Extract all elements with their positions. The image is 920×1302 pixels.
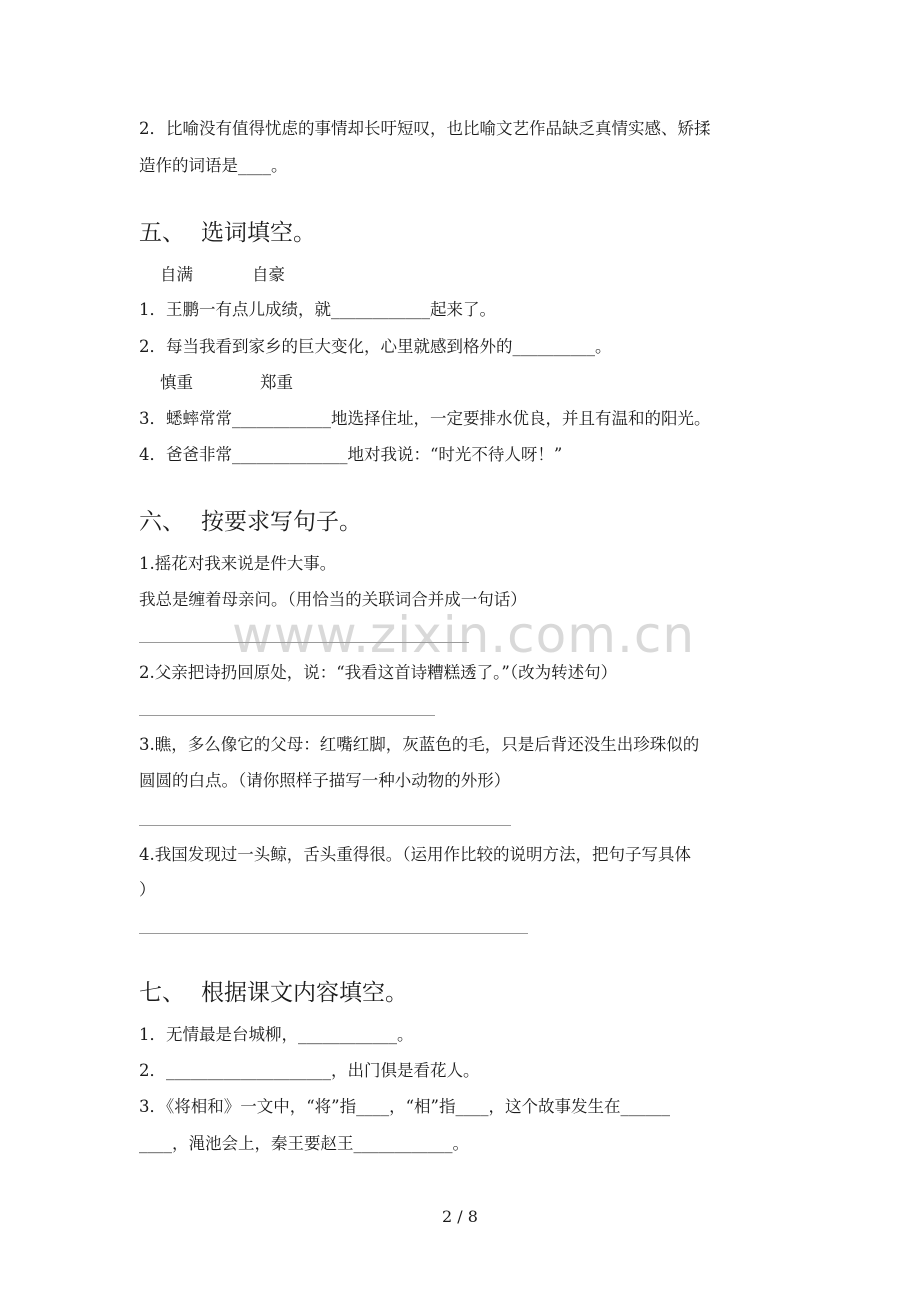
sec7-q3-line1: 3．《将相和》一文中，“将”指____，“相”指____，这个故事发生在______ [139, 1097, 670, 1116]
section-5-title: 选词填空。 [201, 220, 316, 246]
sec5-q1: 1．王鹏一有点儿成绩，就____________起来了。 [139, 300, 496, 319]
watermark: www.zixin.com.cn [232, 606, 696, 664]
sec5-q3: 3．蟋蟀常常____________地选择住址，一定要排水优良，并且有温和的阳光。 [139, 409, 711, 428]
word-choice-2b: 郑重 [260, 373, 293, 392]
page-number: 2 / 8 [442, 1207, 478, 1226]
answer-line-3[interactable] [139, 825, 511, 826]
sec6-q3-line2: 圆圆的白点。（请你照样子描写一种小动物的外形） [139, 771, 511, 790]
section-7-heading [139, 978, 408, 1008]
sec6-q1-line2: 我总是缠着母亲问。（用恰当的关联词合并成一句话） [139, 590, 527, 609]
sec6-q1-line1: 1.摇花对我来说是件大事。 [139, 554, 337, 573]
answer-line-4[interactable] [139, 933, 528, 934]
sec6-q3-line1: 3.瞧，多么像它的父母：红嘴红脚，灰蓝色的毛，只是后背还没生出珍珠似的 [139, 735, 700, 754]
sec7-q3-line2: ____，渑池会上，秦王要赵王____________。 [139, 1134, 469, 1153]
word-choice-1a: 自满 [160, 265, 193, 284]
sec5-q4: 4．爸爸非常______________地对我说：“时光不待人呀！” [139, 445, 563, 464]
section-6-number: 六、 [139, 509, 185, 535]
section-7-title: 根据课文内容填空。 [201, 980, 408, 1006]
sec4-q2-line1: 2．比喻没有值得忧虑的事情却长吁短叹，也比喻文艺作品缺乏真情实感、矫揉 [139, 119, 711, 138]
section-6-heading [139, 507, 362, 537]
word-choice-2a: 慎重 [160, 373, 193, 392]
sec6-q2: 2.父亲把诗扔回原处，说：“我看这首诗糟糕透了。”（改为转述句） [139, 663, 618, 682]
section-7-number: 七、 [139, 980, 185, 1006]
word-choice-1b: 自豪 [252, 265, 285, 284]
answer-line-2[interactable] [139, 715, 435, 716]
sec6-q4-line2: ） [139, 880, 156, 899]
sec5-q2: 2．每当我看到家乡的巨大变化，心里就感到格外的__________。 [139, 337, 612, 356]
section-5-heading [139, 218, 316, 248]
sec7-q1: 1．无情最是台城柳，____________。 [139, 1025, 414, 1044]
answer-line-1[interactable] [139, 642, 469, 643]
section-5-number: 五、 [139, 220, 185, 246]
sec4-q2-line2: 造作的词语是____。 [139, 156, 288, 175]
sec6-q4-line1: 4.我国发现过一头鲸，舌头重得很。（运用作比较的说明方法，把句子写具体 [139, 845, 691, 864]
sec7-q2: 2．____________________，出门俱是看花人。 [139, 1061, 480, 1080]
section-6-title: 按要求写句子。 [201, 509, 362, 535]
